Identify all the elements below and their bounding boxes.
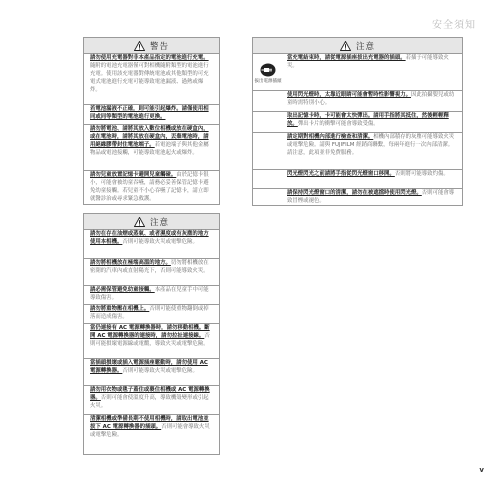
warning-triangle-icon: [134, 41, 145, 51]
caution-item: 請保持閃光燈窗口的清潔，請勿在被遮擋時使用閃光燈。否則可能會導致冒煙或褪色。: [253, 188, 462, 206]
caution-item: 請勿在存在油煙或蒸氣、或者濕度或有灰塵的地方使用本相機。否則可能導致火災或電擊危險。: [90, 231, 209, 245]
page-header: 安全須知: [432, 20, 476, 31]
caution-item: 請必需保管避免幼童接觸。本產品在兒童手中可能導致傷害。: [84, 285, 219, 304]
caution-item: 當插頭損壞或插入電源插座鬆動時，請勿使用 AC 電源轉換器。否則可能導致火災或電擊危險。: [84, 358, 219, 385]
caution-triangle-icon: [340, 41, 351, 51]
warning-box-title: 警告: [149, 41, 169, 52]
caution-item: 請勿將相機放在極端高溫的地方。切勿將相機放在密閉的汽車內或直射陽光下，否則可能導致火災。: [84, 258, 219, 285]
caution-box-right: [252, 37, 463, 206]
caution-item: 請勿將重物壓在相機上。否則可能使重物翻倒或掉落而造成傷害。: [84, 304, 219, 323]
caution-box-right-header: [253, 38, 462, 54]
warning-item: 若電池漏液不正確，則可能引起爆炸。請僅使用相同或同等類型的電池進行更換。: [84, 104, 219, 124]
caution-box-right-title: 注意: [355, 41, 375, 52]
page-number: v: [479, 466, 484, 474]
caution-box-left: [83, 213, 220, 455]
warning-item: 請勿使用充電器對非本產品指定的電池進行充電。隨附的電池充電器僅可對相機隨附類型的電池進行充電。使用該充電器對傳統電池或其他類型的可充電式電池進行充電可能導致電池漏液、過熱或爆炸。: [90, 55, 209, 93]
caution-item: 請定期對相機內部進行檢查和清潔。相機內部積存的灰塵可能導致火災或電擊危險。請與 FUJIFILM 經銷商聯繫，每兩年進行一次內部清潔。請注意，此項並非免費服務。: [253, 132, 462, 169]
caution-box-left-title: 注意: [149, 217, 169, 228]
warning-item: 請勿將電池、請將其放入數位相機或放在硬盒內，或在電池時，請將其放在硬盒內，丟棄電池時，請用絕緣膠帶封住電池端子。若電池端子與其他金屬物品或電池接觸，可能導致電池起火或爆炸。: [84, 124, 219, 170]
caution-item: 拔出電源插頭 當充電結束時，請從電源插座拔出充電器的插頭。若插于可能導致火災。: [253, 54, 462, 90]
unplug-icon: [260, 63, 276, 77]
warning-box: [83, 37, 220, 205]
warning-box-header: [84, 38, 219, 54]
warning-item: 請勿兒童放置記憶卡避開兒童觸碰。由於記憶卡很小，可能會被幼童吞嚥，請務必妥善保管記憶卡避免幼童接觸。若兒童不小心吞嚥了記憶卡，請立即就醫診治或尋求緊急救護。: [84, 170, 219, 206]
unplug-icon-column: [253, 54, 283, 90]
unplug-label: 拔出電源插頭: [254, 79, 282, 84]
caution-item: 清潔相機或準備長期不使用相機時，請取出電池並拔下 AC 電源轉換器的插頭。否則可能會導致火災或電擊危險。: [84, 414, 219, 456]
caution-triangle-icon: [134, 217, 145, 227]
caution-item: 請勿用衣物或毯子蓋住或裹住相機或 AC 電源轉換器。否則可能會使溫度升高，導致機殼變形或引起火災。: [84, 385, 219, 414]
caution-item: 當仍連接有 AC 電源轉換器時，請勿移動相機。斷開 AC 電源轉換器的連接時，請勿拉扯連接線。否則可能損壞電源線或電纜，導致火災或電擊危險。: [84, 323, 219, 358]
caution-box-left-header: [84, 214, 219, 230]
caution-item: 閃光燈閃光之前請將手指從閃光燈窗口移開。否則將可能導致灼傷。: [253, 169, 462, 188]
caution-item: 使用閃光燈時，太靠近眼睛可能會暫時性影響視力。因此拍攝嬰兒或幼童時需特別小心。: [253, 90, 462, 111]
caution-item: 取出記憶卡時，卡可能會太快彈出。請用手指將其抵住，然後輕輕釋放。彈出卡片的衝擊可能會導致受傷。: [253, 111, 462, 132]
